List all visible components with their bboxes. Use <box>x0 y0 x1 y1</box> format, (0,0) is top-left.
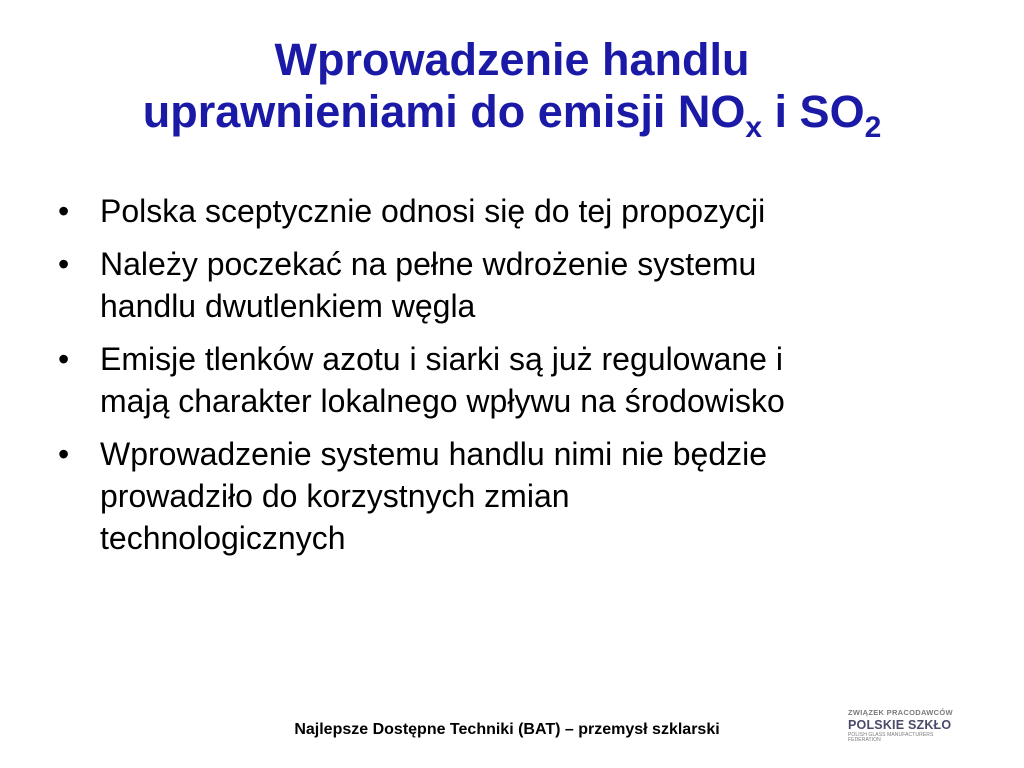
bullet-text: handlu dwutlenkiem węgla <box>100 288 476 324</box>
slide-title <box>0 34 1024 144</box>
bullet-marker: • <box>58 193 70 229</box>
title-line-1: Wprowadzenie handlu <box>274 34 750 85</box>
title-mid: i SO <box>762 86 865 137</box>
bullet-item <box>58 338 978 422</box>
bullet-item <box>58 433 978 559</box>
bullet-marker: • <box>58 341 70 377</box>
logo-line-1: ZWIĄZEK PRACODAWCÓW <box>848 708 953 717</box>
bullet-text: Należy poczekać na pełne wdrożenie systemu <box>100 246 757 282</box>
bullet-list <box>58 190 978 570</box>
bullet-text: technologicznych <box>100 520 346 556</box>
bullet-marker: • <box>58 436 70 472</box>
organization-logo <box>848 709 964 745</box>
bullet-text: prowadziło do korzystnych zmian <box>100 478 570 514</box>
title-line-2: uprawnieniami do emisji NO <box>142 86 746 137</box>
footer-caption: Najlepsze Dostępne Techniki (BAT) – przemysł szklarski <box>294 721 720 738</box>
bullet-text: Wprowadzenie systemu handlu nimi nie będzie <box>100 436 768 472</box>
bullet-text: Emisje tlenków azotu i siarki są już regulowane i <box>100 341 783 377</box>
logo-line-3: POLISH GLASS MANUFACTURERS FEDERATION <box>848 732 934 743</box>
bullet-text: mają charakter lokalnego wpływu na środowisko <box>100 383 785 419</box>
title-subscript-x: x <box>745 111 763 144</box>
title-subscript-2: 2 <box>864 111 882 144</box>
bullet-item <box>58 243 978 327</box>
logo-line-2: POLSKIE SZKŁO <box>848 717 952 732</box>
bullet-item <box>58 190 978 232</box>
bullet-text: Polska sceptycznie odnosi się do tej propozycji <box>100 193 766 229</box>
bullet-marker: • <box>58 246 70 282</box>
